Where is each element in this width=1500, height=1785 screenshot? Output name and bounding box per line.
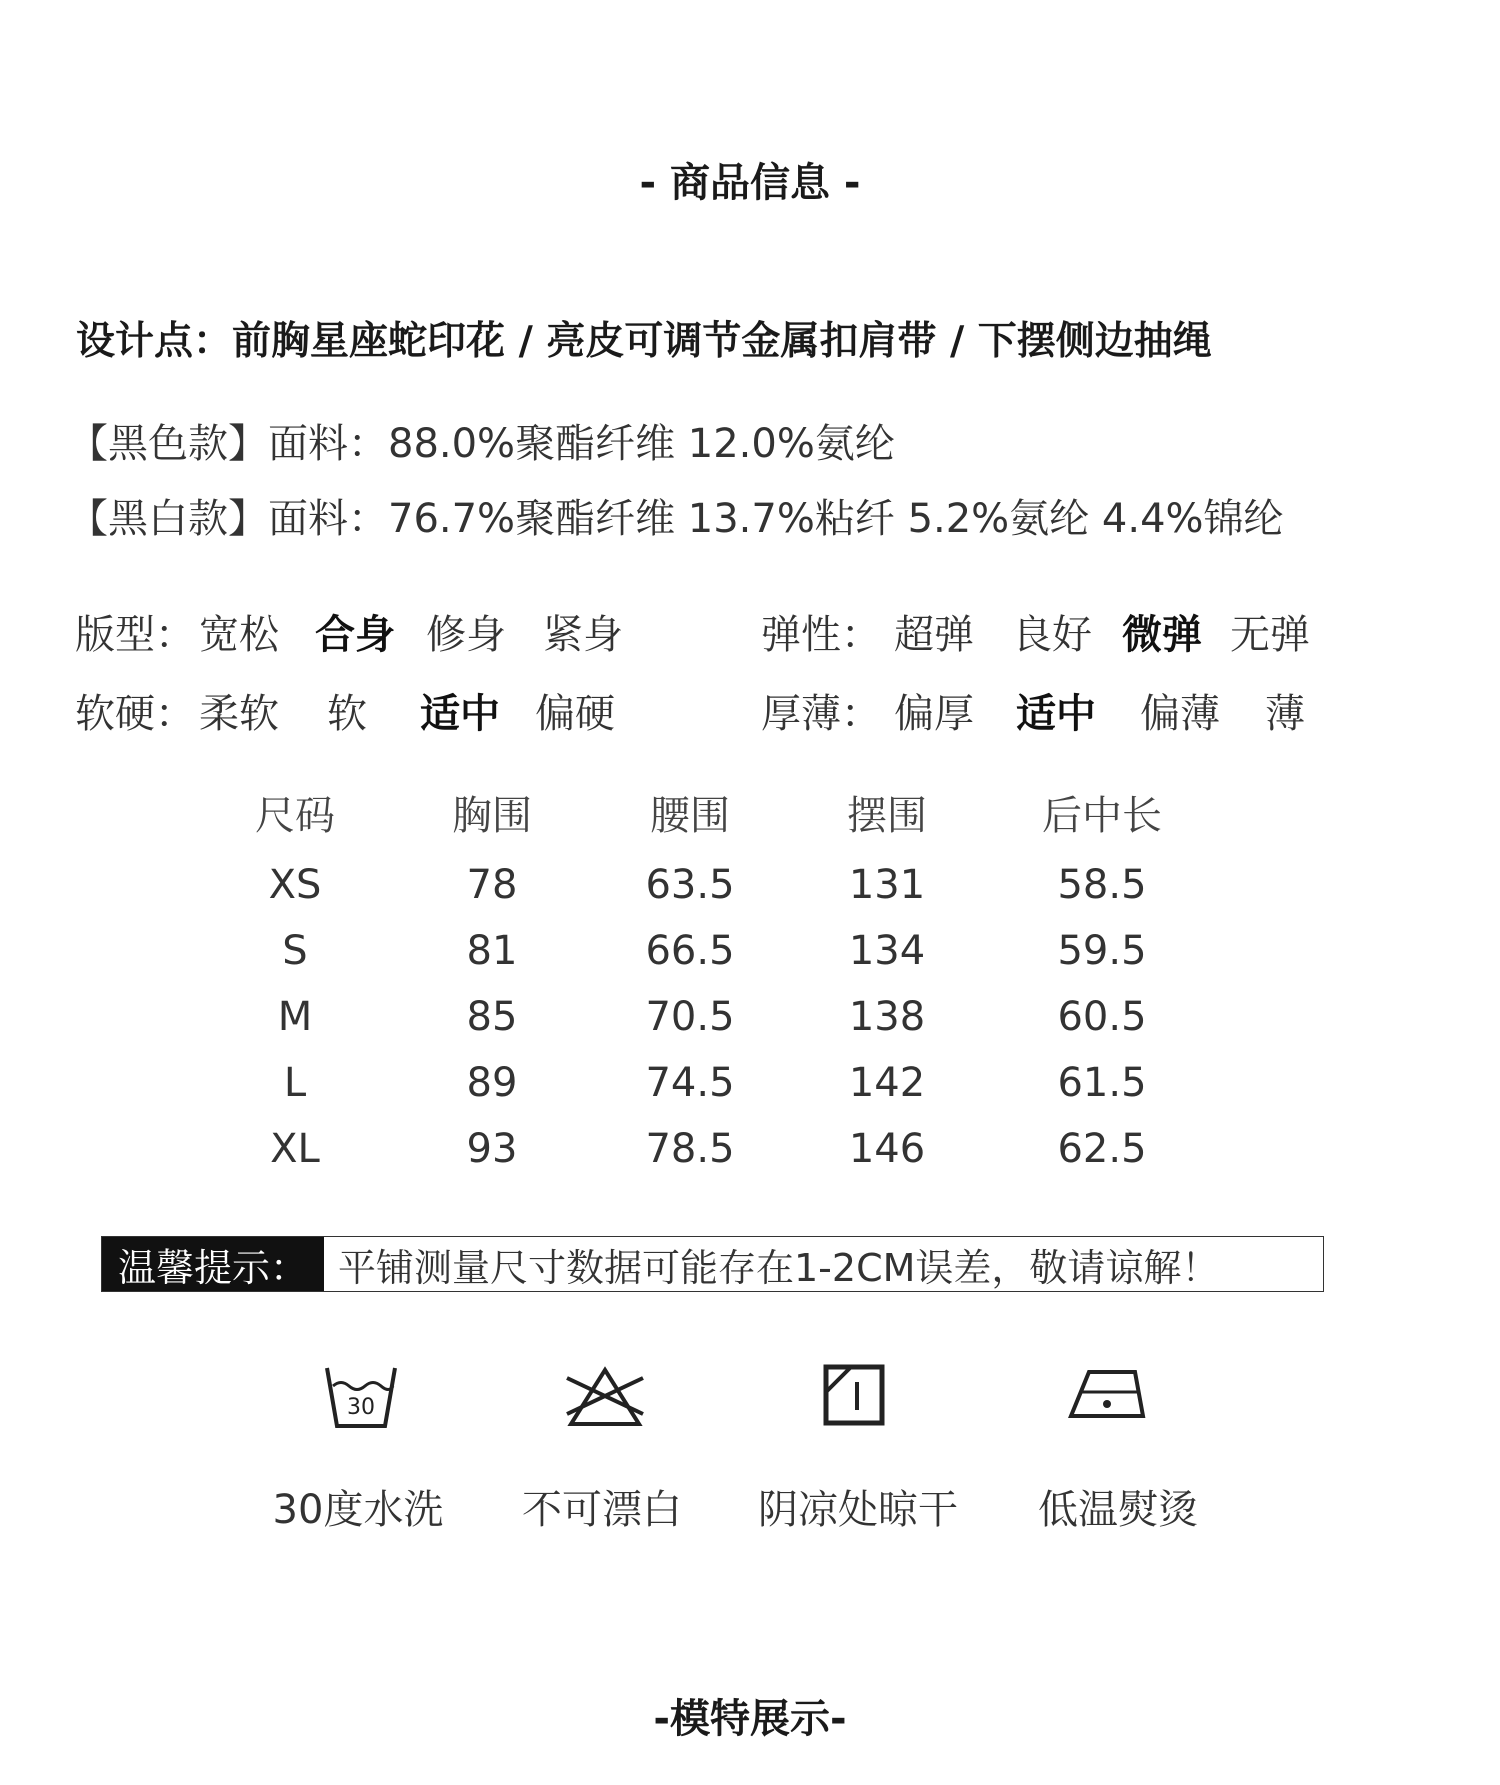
fabric-black: 【黑色款】面料：88.0%聚酯纤维 12.0%氨纶	[68, 421, 895, 467]
elasticity-option-none: 无弹	[1230, 612, 1310, 658]
cell-hem: 131	[848, 862, 926, 908]
section-title-product-info: - 商品信息 -	[639, 160, 861, 206]
cell-hem: 142	[848, 1060, 926, 1106]
table-row	[200, 928, 1200, 994]
header-waist: 腰围	[650, 793, 730, 839]
softness-option-very-soft: 柔软	[199, 691, 279, 737]
cell-chest: 89	[466, 1060, 518, 1106]
fit-option-regular-selected: 合身	[315, 612, 395, 658]
fit-option-slim: 修身	[426, 612, 506, 658]
cell-size: XL	[270, 1126, 320, 1172]
tip-label: 温馨提示：	[102, 1237, 324, 1291]
elasticity-option-super: 超弹	[894, 612, 974, 658]
header-back-length: 后中长	[1042, 793, 1162, 839]
design-points: 设计点：前胸星座蛇印花 / 亮皮可调节金属扣肩带 / 下摆侧边抽绳	[76, 319, 1212, 364]
table-row	[200, 862, 1200, 928]
size-table	[200, 784, 1200, 1192]
thickness-option-thin: 薄	[1265, 691, 1305, 737]
header-size: 尺码	[255, 793, 335, 839]
fit-label: 版型：	[75, 612, 195, 658]
attribute-row-softness-thickness	[0, 682, 1500, 742]
cell-back-length: 61.5	[1057, 1060, 1147, 1106]
care-label-no-bleach: 不可漂白	[522, 1487, 682, 1533]
cell-back-length: 58.5	[1057, 862, 1147, 908]
shade-dry-icon	[823, 1364, 885, 1426]
thickness-option-medium-selected: 适中	[1016, 691, 1096, 737]
low-iron-icon	[1067, 1364, 1147, 1422]
softness-option-hard: 偏硬	[535, 691, 615, 737]
cell-hem: 134	[848, 928, 926, 974]
table-row	[200, 994, 1200, 1060]
elasticity-label: 弹性：	[761, 612, 881, 658]
tip-text: 平铺测量尺寸数据可能存在1-2CM误差，敬请谅解！	[338, 1245, 1220, 1290]
cell-size: S	[282, 928, 308, 974]
cell-hem: 138	[848, 994, 926, 1040]
cell-size: M	[277, 994, 313, 1040]
care-label-shade-dry: 阴凉处晾干	[758, 1487, 958, 1533]
cell-chest: 81	[466, 928, 518, 974]
section-title-model-display: -模特展示-	[653, 1696, 847, 1742]
thickness-option-thick: 偏厚	[894, 691, 974, 737]
attribute-row-fit-elasticity	[0, 603, 1500, 663]
cell-waist: 63.5	[645, 862, 735, 908]
cell-chest: 85	[466, 994, 518, 1040]
cell-chest: 93	[466, 1126, 518, 1172]
cell-waist: 74.5	[645, 1060, 735, 1106]
elasticity-option-good: 良好	[1012, 612, 1092, 658]
care-label-wash: 30度水洗	[272, 1487, 444, 1533]
cell-back-length: 60.5	[1057, 994, 1147, 1040]
header-chest: 胸围	[452, 793, 532, 839]
header-hem: 摆围	[847, 793, 927, 839]
table-row	[200, 1060, 1200, 1126]
table-row	[200, 1126, 1200, 1192]
thickness-label: 厚薄：	[761, 691, 881, 737]
fit-option-tight: 紧身	[543, 612, 623, 658]
cell-waist: 70.5	[645, 994, 735, 1040]
cell-back-length: 62.5	[1057, 1126, 1147, 1172]
cell-hem: 146	[848, 1126, 926, 1172]
size-table-header	[200, 784, 1200, 850]
cell-size: XS	[268, 862, 322, 908]
softness-option-medium-selected: 适中	[420, 691, 500, 737]
cell-back-length: 59.5	[1057, 928, 1147, 974]
cell-size: L	[283, 1060, 307, 1106]
fabric-black-white: 【黑白款】面料：76.7%聚酯纤维 13.7%粘纤 5.2%氨纶 4.4%锦纶	[68, 496, 1284, 542]
softness-option-soft: 软	[327, 691, 367, 737]
no-bleach-icon	[565, 1364, 645, 1430]
elasticity-option-slight-selected: 微弹	[1122, 612, 1202, 658]
thickness-option-thinner: 偏薄	[1140, 691, 1220, 737]
cell-waist: 78.5	[645, 1126, 735, 1172]
care-label-low-iron: 低温熨烫	[1038, 1487, 1198, 1533]
fit-option-loose: 宽松	[199, 612, 279, 658]
measurement-tip	[101, 1236, 1324, 1292]
wash-30-icon	[323, 1364, 399, 1434]
softness-label: 软硬：	[75, 691, 195, 737]
cell-chest: 78	[466, 862, 518, 908]
wash-temperature-text: 30	[347, 1395, 375, 1420]
cell-waist: 66.5	[645, 928, 735, 974]
